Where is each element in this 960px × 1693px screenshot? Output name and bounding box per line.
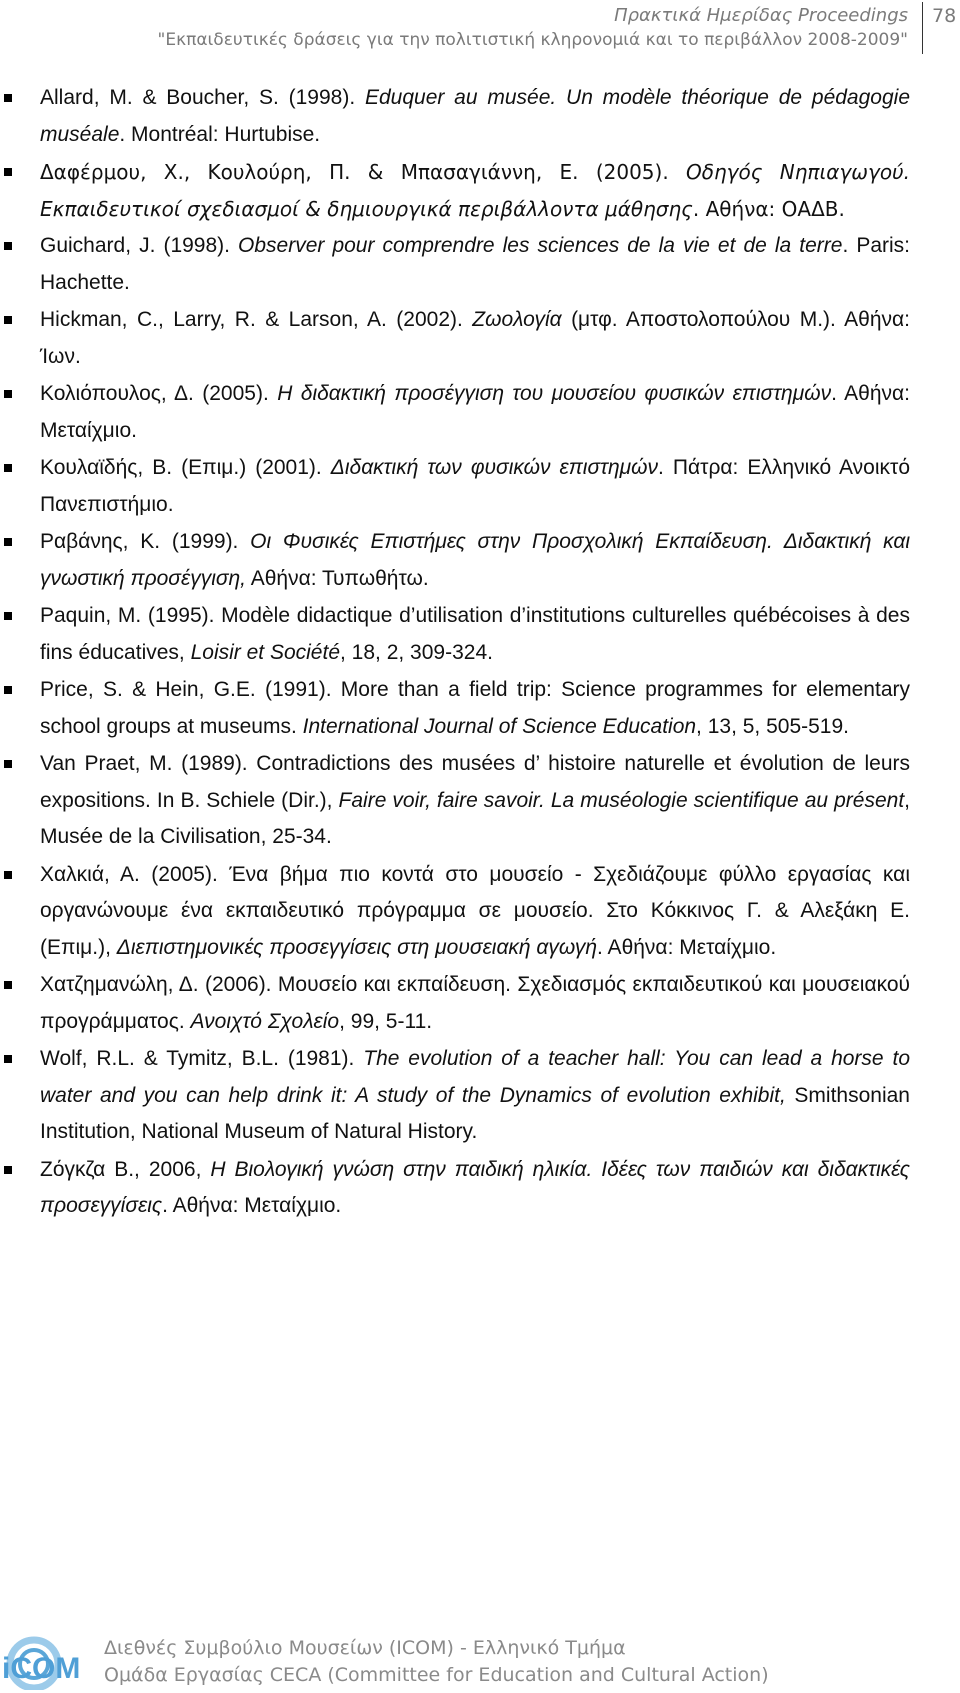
reference-text — [40, 598, 910, 671]
reference-segment: Guichard, J. (1998). — [40, 234, 239, 257]
reference-segment: . Πάτρα: Ελληνικό Ανοικτό Πανεπιστήμιο. — [40, 456, 910, 516]
reference-text — [40, 302, 910, 375]
reference-item — [0, 80, 960, 153]
reference-list — [0, 80, 960, 1226]
reference-segment: . Αθήνα: Μεταίχμιο. — [40, 382, 910, 442]
reference-title-italic: The evolution of a teacher hall: You can lead a horse to water and you can help drink it: A study of the Dynamics of evolution exhibit, — [40, 1047, 910, 1107]
reference-item — [0, 228, 960, 301]
reference-segment: Χαλκιά, Α. (2005). Ένα βήμα πιο κοντά στο μουσείο - Σχεδιάζουμε φύλλο εργασίας και οργανώνουμε ένα εκπαιδευτικό πρόγραμμα σε μουσείο. Στο Κόκκινος Γ. & Αλεξάκη Ε. (Επιμ.), — [40, 862, 910, 959]
reference-segment: (μτφ. Αποστολοπούλου Μ.). Αθήνα: Ίων. — [40, 308, 910, 368]
reference-title-italic: Διδακτική των φυσικών επιστημών — [330, 456, 659, 479]
reference-text — [40, 967, 910, 1040]
reference-segment: , 13, 5, 505-519. — [696, 714, 849, 738]
reference-title-italic: Eduquer au musée. Un modèle théorique de pédagogie muséale — [40, 86, 910, 146]
reference-segment: Smithsonian Institution, National Museum of Natural History. — [40, 1083, 910, 1143]
reference-segment: Van Praet, M. (1989). Contradictions des musées d’ histoire naturelle et évolution de leurs expositions. In B. Schiele (Dir.), — [40, 752, 910, 812]
square-bullet-icon — [4, 981, 12, 989]
reference-segment: Paquin, M. (1995). Modèle didactique d’utilisation d’institutions culturelles québécoises à des fins éducatives, — [40, 604, 910, 664]
reference-title-italic: Loisir et Société — [190, 640, 341, 664]
square-bullet-icon — [4, 242, 12, 250]
reference-item — [0, 376, 960, 449]
reference-segment: , 99, 5-11. — [339, 1009, 433, 1033]
square-bullet-icon — [4, 538, 12, 546]
footer-line-2: Ομάδα Εργασίας CECA (Committee for Education and Cultural Action) — [104, 1664, 769, 1686]
footer-line-1: Διεθνές Συμβούλιο Μουσείων (ICOM) - Ελληνικό Τμήμα — [104, 1637, 626, 1659]
reference-item — [0, 154, 960, 227]
reference-text — [40, 450, 910, 523]
reference-title-italic: Διεπιστημονικές προσεγγίσεις στη μουσειακή αγωγή — [116, 935, 598, 959]
reference-text — [40, 228, 910, 301]
square-bullet-icon — [4, 94, 12, 102]
reference-segment: Αθήνα: Τυπωθήτω. — [246, 566, 429, 590]
reference-segment: . Αθήνα: ΟΑΔΒ. — [692, 196, 845, 221]
reference-segment: . Αθήνα: Μεταίχμιο. — [162, 1194, 342, 1217]
square-bullet-icon — [4, 686, 12, 694]
reference-text — [40, 376, 910, 449]
page-header — [0, 0, 960, 60]
reference-text — [40, 1041, 910, 1151]
reference-segment: Χατζημανώλη, Δ. (2006). Μουσείο και εκπαίδευση. Σχεδιασμός εκπαιδευτικού και μουσειακού προγράμματος. — [40, 973, 910, 1033]
reference-title-italic: Οδηγός Νηπιαγωγού. Εκπαιδευτικοί σχεδιασμοί & δημιουργικά περιβάλλοντα μάθησης — [40, 160, 910, 221]
reference-text — [40, 80, 910, 153]
header-subtitle: "Εκπαιδευτικές δράσεις για την πολιτιστική κληρονομιά και το περιβάλλον 2008-2009" — [157, 30, 908, 50]
reference-text — [40, 154, 910, 227]
reference-segment: Wolf, R.L. & Tymitz, B.L. (1981). — [40, 1047, 364, 1070]
page-number: 78 — [932, 5, 957, 27]
reference-segment: Ραβάνης, Κ. (1999). — [40, 530, 251, 553]
reference-item — [0, 1041, 960, 1151]
footer-text — [104, 1635, 769, 1689]
reference-segment: Κολιόπουλος, Δ. (2005). — [40, 382, 278, 405]
square-bullet-icon — [4, 760, 12, 768]
square-bullet-icon — [4, 1166, 12, 1174]
reference-item — [0, 524, 960, 597]
square-bullet-icon — [4, 1055, 12, 1063]
reference-segment: , 18, 2, 309-324. — [340, 640, 493, 664]
reference-item — [0, 967, 960, 1040]
reference-title-italic: Observer pour comprendre les sciences de la vie et de la terre — [238, 234, 843, 257]
reference-item — [0, 302, 960, 375]
reference-title-italic: Οι Φυσικές Επιστήμες στην Προσχολική Εκπαίδευση. Διδακτική και γνωστική προσέγγιση, — [40, 530, 910, 590]
icom-logo-icon — [0, 1634, 96, 1690]
reference-segment: , Musée de la Civilisation, 25-34. — [40, 788, 910, 848]
reference-segment: Δαφέρμου, Χ., Κουλούρη, Π. & Μπασαγιάννη, Ε. (2005). — [40, 160, 686, 184]
header-text — [158, 4, 908, 52]
reference-title-italic: Η Βιολογική γνώση στην παιδική ηλικία. Ιδέες των παιδιών και διδακτικές προσεγγίσεις — [40, 1157, 910, 1217]
reference-text — [40, 672, 910, 745]
reference-text — [40, 746, 910, 856]
reference-segment: . Αθήνα: Μεταίχμιο. — [597, 935, 777, 959]
reference-title-italic: Ανοιχτό Σχολείο — [190, 1009, 340, 1033]
reference-segment: Κουλαϊδής, Β. (Επιμ.) (2001). — [40, 456, 331, 479]
page-footer — [0, 1630, 960, 1693]
reference-segment: . Paris: Hachette. — [40, 234, 910, 294]
header-title: Πρακτικά Ημερίδας Proceedings — [614, 5, 908, 26]
square-bullet-icon — [4, 612, 12, 620]
reference-segment: . Montréal: Hurtubise. — [119, 122, 321, 146]
header-divider — [922, 2, 923, 54]
reference-item — [0, 857, 960, 967]
square-bullet-icon — [4, 390, 12, 398]
reference-title-italic: Ζωολογία — [472, 308, 562, 331]
reference-segment: Ζόγκζα Β., 2006, — [40, 1157, 211, 1181]
reference-item — [0, 450, 960, 523]
icom-logo-text: iCOM — [2, 1652, 81, 1685]
reference-item — [0, 1152, 960, 1225]
reference-segment: Allard, M. & Boucher, S. (1998). — [40, 86, 365, 109]
reference-text — [40, 524, 910, 597]
square-bullet-icon — [4, 168, 12, 176]
reference-title-italic: Faire voir, faire savoir. La muséologie scientifique au présent — [338, 788, 905, 812]
reference-item — [0, 672, 960, 745]
square-bullet-icon — [4, 316, 12, 324]
square-bullet-icon — [4, 871, 12, 879]
reference-item — [0, 598, 960, 671]
reference-item — [0, 746, 960, 856]
reference-title-italic: Η διδακτική προσέγγιση του μουσείου φυσικών επιστημών — [277, 382, 832, 405]
reference-text — [40, 857, 910, 967]
reference-title-italic: International Journal of Science Education — [302, 714, 697, 738]
square-bullet-icon — [4, 464, 12, 472]
reference-segment: Hickman, C., Larry, R. & Larson, A. (2002). — [40, 308, 473, 331]
reference-text — [40, 1152, 910, 1225]
reference-segment: Price, S. & Hein, G.E. (1991). More than a field trip: Science programmes for elementary school groups at museums. — [40, 678, 910, 738]
